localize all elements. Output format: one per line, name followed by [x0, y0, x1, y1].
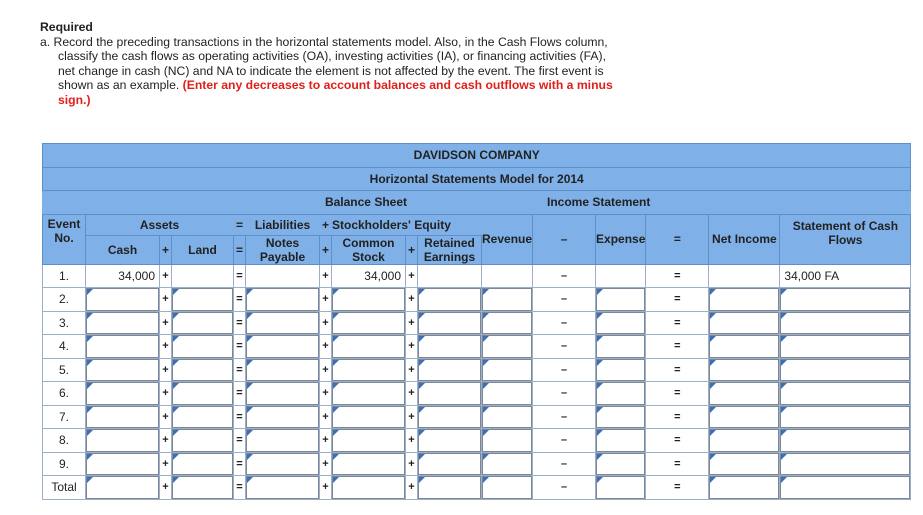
net-income-input[interactable]: [709, 312, 779, 335]
plus-sign: +: [160, 358, 172, 382]
minus-sign: –: [533, 214, 596, 264]
land-input[interactable]: [172, 453, 233, 476]
equals-sign: =: [646, 429, 709, 453]
land-value: [172, 264, 234, 288]
spacer: [780, 191, 911, 215]
retained-earnings-input[interactable]: [418, 429, 481, 452]
cash-input[interactable]: [86, 453, 159, 476]
land-input[interactable]: [172, 476, 233, 499]
plus-sign: +: [406, 476, 418, 500]
equals-sign: =: [646, 382, 709, 406]
instruction-line-3: net change in cash (NC) and NA to indicate the element is not affected by the event. The first event is: [58, 63, 604, 78]
cash-input[interactable]: [86, 335, 159, 358]
input-marker-icon: [419, 289, 425, 295]
input-marker-icon: [781, 313, 787, 319]
input-marker-icon: [247, 407, 253, 413]
equals-sign: =: [234, 264, 246, 288]
notes-payable-header: Notes Payable: [246, 235, 320, 264]
net-income-input[interactable]: [709, 382, 779, 405]
revenue-input[interactable]: [482, 406, 532, 429]
retained-earnings-value: [418, 264, 482, 288]
revenue-input[interactable]: [482, 476, 532, 499]
equals-sign: =: [646, 476, 709, 500]
input-marker-icon: [483, 336, 489, 342]
input-marker-icon: [419, 407, 425, 413]
cash-flow-value: [780, 264, 911, 288]
input-marker-icon: [781, 407, 787, 413]
net-income-header: Net Income: [709, 214, 780, 264]
input-marker-icon: [247, 383, 253, 389]
expense-input[interactable]: [596, 406, 645, 429]
revenue-input[interactable]: [482, 453, 532, 476]
input-marker-icon: [247, 454, 253, 460]
retained-earnings-input[interactable]: [418, 406, 481, 429]
minus-sign: –: [533, 264, 596, 288]
cash-flow-input[interactable]: [780, 335, 910, 358]
event-number: 1.: [43, 264, 86, 288]
retained-earnings-input[interactable]: [418, 335, 481, 358]
input-marker-icon: [87, 313, 93, 319]
notes-payable-input[interactable]: [246, 476, 319, 499]
input-marker-icon: [333, 430, 339, 436]
common-stock-input[interactable]: [332, 288, 405, 311]
retained-earnings-input[interactable]: [418, 476, 481, 499]
plus-sign: +: [320, 214, 332, 235]
common-stock-input[interactable]: [332, 406, 405, 429]
minus-sign: –: [533, 335, 596, 359]
input-marker-icon: [483, 407, 489, 413]
table-row: [43, 335, 911, 359]
common-stock-input[interactable]: [332, 335, 405, 358]
table-row: [43, 288, 911, 312]
equals-sign: =: [234, 311, 246, 335]
event-number: 2.: [43, 288, 86, 312]
plus-sign: +: [160, 264, 172, 288]
input-marker-icon: [87, 336, 93, 342]
assets-header: Assets: [86, 214, 234, 235]
input-marker-icon: [597, 407, 603, 413]
notes-payable-input[interactable]: [246, 382, 319, 405]
input-marker-icon: [87, 454, 93, 460]
cash-flow-input[interactable]: [780, 382, 910, 405]
equals-sign: =: [646, 405, 709, 429]
input-marker-icon: [597, 383, 603, 389]
equals-sign: =: [646, 311, 709, 335]
net-income-value: [709, 264, 780, 288]
notes-payable-input[interactable]: [246, 359, 319, 382]
notes-payable-value: [246, 264, 320, 288]
plus-sign: +: [406, 382, 418, 406]
plus-sign: +: [320, 288, 332, 312]
plus-sign: +: [320, 311, 332, 335]
input-marker-icon: [710, 360, 716, 366]
spacer: [43, 191, 86, 215]
input-marker-icon: [483, 430, 489, 436]
cash-input[interactable]: [86, 359, 159, 382]
input-marker-icon: [710, 407, 716, 413]
plus-sign: +: [320, 335, 332, 359]
input-marker-icon: [710, 383, 716, 389]
cash-flow-input[interactable]: [780, 476, 910, 499]
equals-sign: =: [646, 335, 709, 359]
input-marker-icon: [483, 454, 489, 460]
net-income-input[interactable]: [709, 429, 779, 452]
retained-earnings-header: Retained Earnings: [418, 235, 482, 264]
cash-flow-input[interactable]: [780, 453, 910, 476]
input-marker-icon: [710, 313, 716, 319]
input-marker-icon: [87, 430, 93, 436]
input-marker-icon: [483, 289, 489, 295]
event-number: 4.: [43, 335, 86, 359]
equals-sign: =: [646, 358, 709, 382]
expense-input[interactable]: [596, 359, 645, 382]
cash-flow-input[interactable]: [780, 359, 910, 382]
cash-flows-header: Statement of Cash Flows: [780, 214, 911, 264]
input-marker-icon: [710, 454, 716, 460]
input-marker-icon: [597, 360, 603, 366]
input-marker-icon: [173, 360, 179, 366]
input-marker-icon: [87, 360, 93, 366]
liabilities-header: Liabilities: [246, 214, 320, 235]
table-row: [43, 264, 911, 288]
event-number: 3.: [43, 311, 86, 335]
cash-flow-input[interactable]: [780, 406, 910, 429]
event-number: 5.: [43, 358, 86, 382]
plus-sign: +: [406, 452, 418, 476]
input-marker-icon: [173, 407, 179, 413]
instruction-line-4: [40, 78, 640, 93]
equals-sign: =: [234, 429, 246, 453]
event-number: 9.: [43, 452, 86, 476]
equals-sign: =: [646, 288, 709, 312]
revenue-input[interactable]: [482, 359, 532, 382]
cash-flow-classification: FA: [824, 268, 840, 283]
revenue-value: [482, 264, 533, 288]
instruction-line-2: classify the cash flows as operating activities (OA), investing activities (IA), or financing activities (FA),: [58, 49, 606, 64]
input-marker-icon: [247, 336, 253, 342]
plus-sign: +: [406, 311, 418, 335]
expense-input[interactable]: [596, 312, 645, 335]
expense-value: [596, 264, 646, 288]
cash-input[interactable]: [86, 312, 159, 335]
net-income-input[interactable]: [709, 359, 779, 382]
plus-sign: +: [406, 429, 418, 453]
table-row: [43, 429, 911, 453]
cash-input[interactable]: [86, 476, 159, 499]
input-marker-icon: [781, 430, 787, 436]
input-marker-icon: [710, 289, 716, 295]
expense-input[interactable]: [596, 335, 645, 358]
equals-sign: =: [234, 235, 246, 264]
model-title: Horizontal Statements Model for 2014: [43, 167, 911, 191]
instructions: [40, 20, 640, 108]
common-stock-input[interactable]: [332, 382, 405, 405]
cash-input[interactable]: [86, 288, 159, 311]
equals-sign: =: [234, 288, 246, 312]
equals-sign: =: [646, 214, 709, 264]
plus-sign: +: [406, 358, 418, 382]
cash-flow-input[interactable]: [780, 288, 910, 311]
input-marker-icon: [419, 313, 425, 319]
equals-sign: =: [234, 476, 246, 500]
input-marker-icon: [483, 477, 489, 483]
plus-sign: +: [406, 288, 418, 312]
input-marker-icon: [173, 289, 179, 295]
input-marker-icon: [710, 477, 716, 483]
common-stock-input[interactable]: [332, 429, 405, 452]
input-marker-icon: [247, 289, 253, 295]
input-marker-icon: [333, 313, 339, 319]
equals-sign: =: [234, 214, 246, 235]
instruction-line-4-text: shown as an example.: [58, 78, 180, 93]
input-marker-icon: [419, 360, 425, 366]
input-marker-icon: [419, 477, 425, 483]
expense-input[interactable]: [596, 476, 645, 499]
plus-sign: +: [160, 235, 172, 264]
input-marker-icon: [419, 383, 425, 389]
table-row: [43, 452, 911, 476]
table-row: [43, 311, 911, 335]
equals-sign: =: [234, 382, 246, 406]
input-marker-icon: [597, 454, 603, 460]
minus-sign: –: [533, 311, 596, 335]
cash-flow-input[interactable]: [780, 312, 910, 335]
net-income-input[interactable]: [709, 288, 779, 311]
input-marker-icon: [419, 454, 425, 460]
plus-sign: +: [320, 264, 332, 288]
input-marker-icon: [333, 407, 339, 413]
notes-payable-input[interactable]: [246, 288, 319, 311]
input-marker-icon: [87, 383, 93, 389]
input-marker-icon: [173, 313, 179, 319]
net-income-input[interactable]: [709, 476, 779, 499]
common-stock-input[interactable]: [332, 476, 405, 499]
expense-input[interactable]: [596, 453, 645, 476]
input-marker-icon: [333, 336, 339, 342]
cash-header: Cash: [86, 235, 160, 264]
plus-sign: +: [406, 405, 418, 429]
input-marker-icon: [87, 477, 93, 483]
notes-payable-input[interactable]: [246, 335, 319, 358]
horizontal-statements-model: [42, 143, 911, 500]
minus-sign-note: (Enter any decreases to account balances and cash outflows with a minus: [182, 78, 613, 93]
company-name: DAVIDSON COMPANY: [43, 144, 911, 168]
land-input[interactable]: [172, 312, 233, 335]
plus-sign: +: [320, 358, 332, 382]
table-row: [43, 382, 911, 406]
balance-sheet-header: Balance Sheet: [86, 191, 418, 215]
retained-earnings-input[interactable]: [418, 359, 481, 382]
input-marker-icon: [597, 430, 603, 436]
notes-payable-input[interactable]: [246, 453, 319, 476]
minus-sign: –: [533, 452, 596, 476]
input-marker-icon: [333, 477, 339, 483]
equals-sign: =: [234, 405, 246, 429]
revenue-input[interactable]: [482, 429, 532, 452]
input-marker-icon: [173, 454, 179, 460]
input-marker-icon: [597, 477, 603, 483]
expense-input[interactable]: [596, 382, 645, 405]
cash-input[interactable]: [86, 382, 159, 405]
input-marker-icon: [781, 336, 787, 342]
plus-sign: +: [320, 476, 332, 500]
expense-input[interactable]: [596, 288, 645, 311]
minus-sign: –: [533, 382, 596, 406]
cash-value: 34,000: [86, 264, 160, 288]
input-marker-icon: [483, 313, 489, 319]
input-marker-icon: [247, 313, 253, 319]
input-marker-icon: [597, 313, 603, 319]
input-marker-icon: [597, 289, 603, 295]
retained-earnings-input[interactable]: [418, 288, 481, 311]
plus-sign: +: [160, 311, 172, 335]
equals-sign: =: [234, 358, 246, 382]
minus-sign: –: [533, 429, 596, 453]
input-marker-icon: [173, 477, 179, 483]
common-stock-header: Common Stock: [332, 235, 406, 264]
retained-earnings-input[interactable]: [418, 312, 481, 335]
cash-flow-input[interactable]: [780, 429, 910, 452]
minus-sign-note-end: sign.): [58, 92, 91, 107]
retained-earnings-input[interactable]: [418, 382, 481, 405]
minus-sign: –: [533, 405, 596, 429]
input-marker-icon: [247, 477, 253, 483]
event-number: 6.: [43, 382, 86, 406]
equals-sign: =: [646, 452, 709, 476]
plus-sign: +: [406, 235, 418, 264]
land-input[interactable]: [172, 382, 233, 405]
revenue-input[interactable]: [482, 335, 532, 358]
land-input[interactable]: [172, 359, 233, 382]
cash-input[interactable]: [86, 406, 159, 429]
common-stock-value: 34,000: [332, 264, 406, 288]
land-input[interactable]: [172, 288, 233, 311]
plus-sign: +: [320, 405, 332, 429]
common-stock-input[interactable]: [332, 359, 405, 382]
input-marker-icon: [173, 383, 179, 389]
stockholders-equity-header: Stockholders' Equity: [332, 214, 482, 235]
input-marker-icon: [710, 336, 716, 342]
input-marker-icon: [781, 383, 787, 389]
input-marker-icon: [710, 430, 716, 436]
equals-sign: =: [234, 452, 246, 476]
input-marker-icon: [781, 289, 787, 295]
input-marker-icon: [333, 383, 339, 389]
input-marker-icon: [483, 360, 489, 366]
plus-sign: +: [320, 235, 332, 264]
expense-header: Expense: [596, 214, 646, 264]
minus-sign: –: [533, 476, 596, 500]
net-income-input[interactable]: [709, 406, 779, 429]
table-row: [43, 405, 911, 429]
equals-sign: =: [646, 264, 709, 288]
plus-sign: +: [160, 382, 172, 406]
required-heading: Required: [40, 20, 93, 34]
instruction-line-1: a. Record the preceding transactions in the horizontal statements model. Also, in the Cash Flows column,: [40, 34, 608, 49]
notes-payable-input[interactable]: [246, 312, 319, 335]
input-marker-icon: [333, 454, 339, 460]
revenue-input[interactable]: [482, 312, 532, 335]
plus-sign: +: [406, 335, 418, 359]
input-marker-icon: [781, 477, 787, 483]
plus-sign: +: [406, 264, 418, 288]
minus-sign: –: [533, 288, 596, 312]
input-marker-icon: [173, 430, 179, 436]
income-statement-header: Income Statement: [418, 191, 780, 215]
notes-payable-input[interactable]: [246, 406, 319, 429]
plus-sign: +: [160, 288, 172, 312]
event-no-header: Event No.: [43, 214, 86, 264]
input-marker-icon: [781, 360, 787, 366]
input-marker-icon: [419, 430, 425, 436]
land-input[interactable]: [172, 406, 233, 429]
revenue-input[interactable]: [482, 382, 532, 405]
event-number: Total: [43, 476, 86, 500]
land-header: Land: [172, 235, 234, 264]
input-marker-icon: [247, 360, 253, 366]
input-marker-icon: [483, 383, 489, 389]
input-marker-icon: [333, 360, 339, 366]
expense-input[interactable]: [596, 429, 645, 452]
minus-sign: –: [533, 358, 596, 382]
revenue-input[interactable]: [482, 288, 532, 311]
retained-earnings-input[interactable]: [418, 453, 481, 476]
table-row: [43, 476, 911, 500]
common-stock-input[interactable]: [332, 453, 405, 476]
input-marker-icon: [781, 454, 787, 460]
input-marker-icon: [247, 430, 253, 436]
event-number: 8.: [43, 429, 86, 453]
net-income-input[interactable]: [709, 335, 779, 358]
plus-sign: +: [320, 452, 332, 476]
plus-sign: +: [320, 382, 332, 406]
plus-sign: +: [160, 335, 172, 359]
revenue-header: Revenue: [482, 214, 533, 264]
land-input[interactable]: [172, 335, 233, 358]
notes-payable-input[interactable]: [246, 429, 319, 452]
equals-sign: =: [234, 335, 246, 359]
input-marker-icon: [87, 407, 93, 413]
input-marker-icon: [173, 336, 179, 342]
plus-sign: +: [160, 476, 172, 500]
cash-flow-amount: 34,000: [784, 268, 822, 283]
plus-sign: +: [160, 452, 172, 476]
net-income-input[interactable]: [709, 453, 779, 476]
cash-input[interactable]: [86, 429, 159, 452]
plus-sign: +: [160, 405, 172, 429]
input-marker-icon: [87, 289, 93, 295]
plus-sign: +: [320, 429, 332, 453]
input-marker-icon: [333, 289, 339, 295]
common-stock-input[interactable]: [332, 312, 405, 335]
plus-sign: +: [160, 429, 172, 453]
input-marker-icon: [419, 336, 425, 342]
table-row: [43, 358, 911, 382]
event-number: 7.: [43, 405, 86, 429]
land-input[interactable]: [172, 429, 233, 452]
input-marker-icon: [597, 336, 603, 342]
